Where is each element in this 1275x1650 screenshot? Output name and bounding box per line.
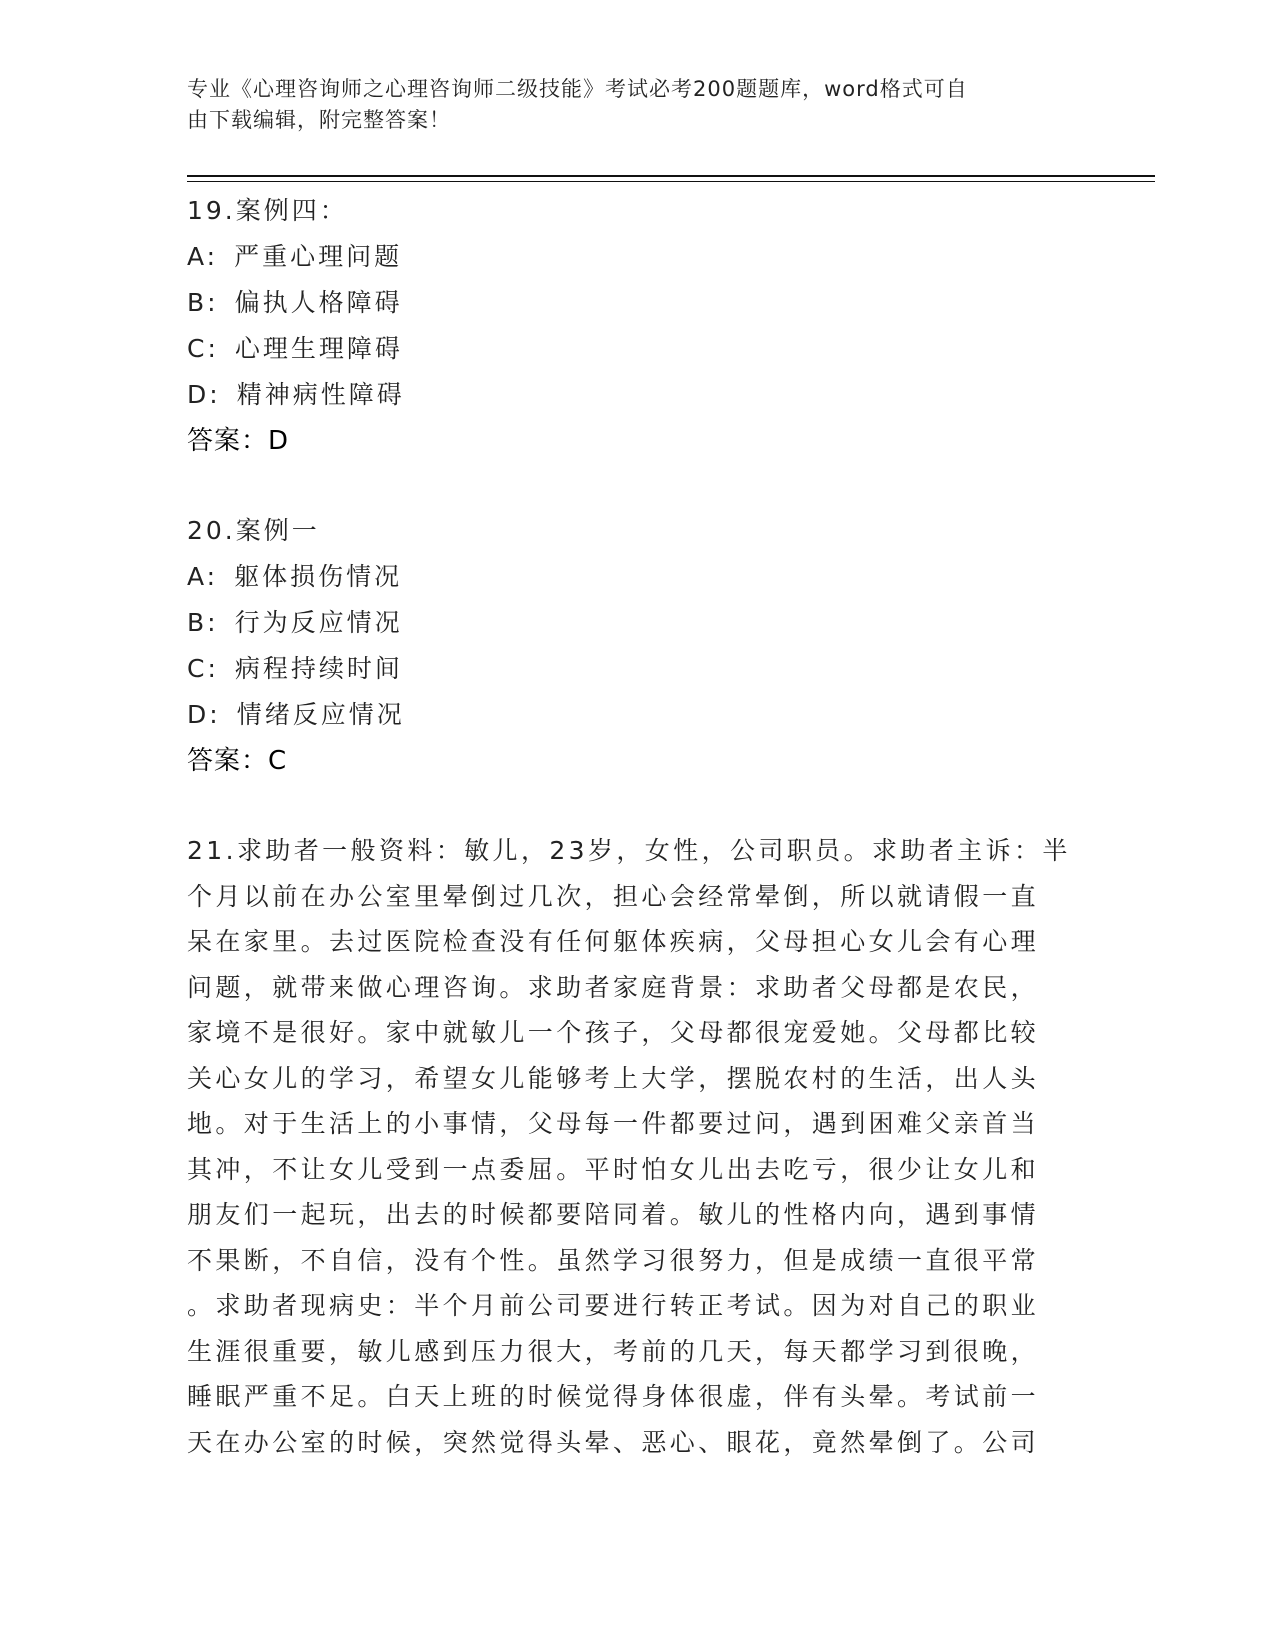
option-label: D: (187, 700, 221, 729)
question-21 (187, 828, 1092, 1465)
document-content (187, 188, 1087, 1465)
header-line-2: 由下载编辑，附完整答案！ (187, 108, 451, 132)
option-a (187, 234, 1087, 280)
option-label: B: (187, 608, 219, 637)
option-b (187, 280, 1087, 326)
question-20 (187, 508, 1087, 784)
question-line: 个月以前在办公室里晕倒过几次，担心会经常晕倒，所以就请假一直 (187, 881, 1040, 911)
header-line-1: 专业《心理咨询师之心理咨询师二级技能》考试必考200题题库，word格式可自 (187, 77, 968, 101)
question-line: 地。对于生活上的小事情，父母每一件都要过问，遇到困难父亲首当 (187, 1109, 1040, 1138)
option-text: 精神病性障碍 (236, 380, 405, 409)
question-19 (187, 188, 1087, 464)
option-text: 心理生理障碍 (234, 334, 403, 363)
question-line: 关心女儿的学习，希望女儿能够考上大学，摆脱农村的生活，出人头 (187, 1063, 1040, 1093)
option-text: 情绪反应情况 (236, 700, 405, 729)
option-label: C: (187, 334, 219, 363)
option-label: D: (187, 380, 221, 409)
option-b (187, 600, 1087, 646)
question-line: 呆在家里。去过医院检查没有任何躯体疾病，父母担心女儿会有心理 (187, 927, 1040, 956)
question-line: 朋友们一起玩，出去的时候都要陪同着。敏儿的性格内向，遇到事情 (187, 1200, 1040, 1229)
option-label: A: (187, 562, 219, 591)
option-text: 严重心理问题 (234, 242, 403, 271)
option-label: A: (187, 242, 219, 271)
header-rule-thin (187, 181, 1155, 182)
question-line: 问题，就带来做心理咨询。求助者家庭背景：求助者父母都是农民， (187, 972, 1040, 1002)
option-a (187, 554, 1087, 600)
question-title: 19.案例四： (187, 196, 348, 225)
option-label: C: (187, 654, 219, 683)
option-c (187, 326, 1087, 372)
option-text: 躯体损伤情况 (234, 562, 403, 591)
header-rule-thick (187, 175, 1155, 177)
question-line: 家境不是很好。家中就敏儿一个孩子，父母都很宠爱她。父母都比较 (187, 1018, 1040, 1047)
question-line: 21.求助者一般资料：敏儿，23岁，女性，公司职员。求助者主诉：半 (187, 836, 1071, 865)
spacer (187, 464, 1087, 508)
answer: 答案：C (187, 746, 288, 776)
option-d (187, 372, 1087, 418)
option-label: B: (187, 288, 219, 317)
option-text: 病程持续时间 (234, 654, 403, 683)
question-line: 生涯很重要，敏儿感到压力很大，考前的几天，每天都学习到很晚， (187, 1336, 1040, 1366)
question-line: 不果断，不自信，没有个性。虽然学习很努力，但是成绩一直很平常 (187, 1245, 1040, 1275)
question-line: 其冲，不让女儿受到一点委屈。平时怕女儿出去吃亏，很少让女儿和 (187, 1154, 1040, 1184)
question-title: 20.案例一 (187, 516, 320, 545)
question-line: 天在办公室的时候，突然觉得头晕、恶心、眼花，竟然晕倒了。公司 (187, 1427, 1040, 1457)
option-text: 偏执人格障碍 (234, 288, 403, 317)
option-c (187, 646, 1087, 692)
question-line: 。求助者现病史：半个月前公司要进行转正考试。因为对自己的职业 (187, 1291, 1040, 1320)
option-d (187, 692, 1087, 738)
document-header (187, 74, 1067, 136)
spacer (187, 784, 1087, 828)
question-line: 睡眠严重不足。白天上班的时候觉得身体很虚，伴有头晕。考试前一 (187, 1382, 1040, 1411)
option-text: 行为反应情况 (234, 608, 403, 637)
answer: 答案：D (187, 426, 290, 456)
